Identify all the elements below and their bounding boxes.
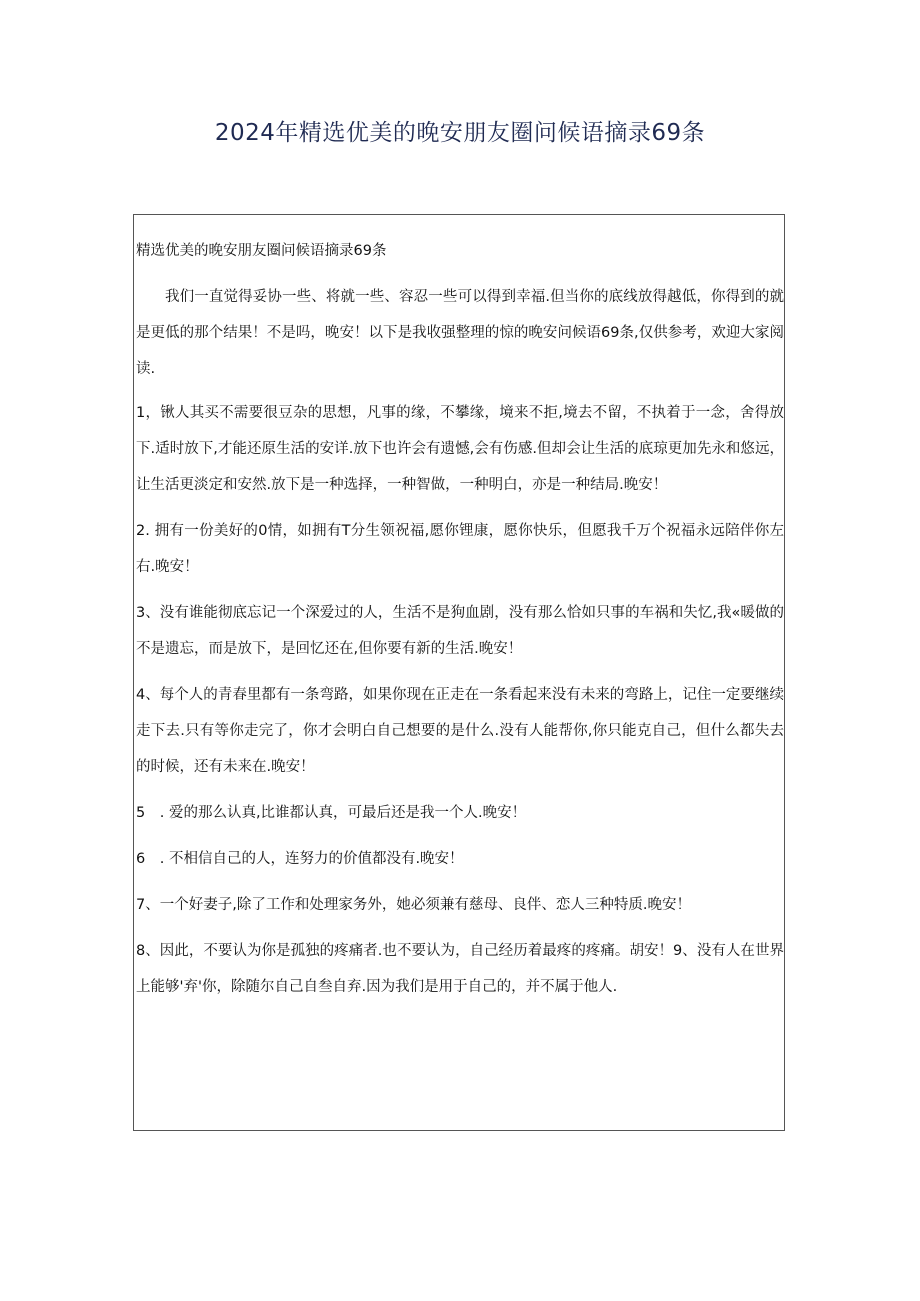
list-item: 5 . 爱的那么认真,比谁都认真，可最后还是我一个人.晚安！ bbox=[136, 805, 527, 821]
content-body bbox=[136, 235, 784, 1015]
list-item: 3、没有谁能彻底忘记一个深爱过的人，生活不是狗血剧，没有那么恰如只事的车祸和失忆,我«暖做的不是遗忘，而是放下，是回忆还在,但你要有新的生活.晚安！ bbox=[136, 605, 784, 657]
list-item: 4、每个人的青春里都有一条弯路，如果你现在正走在一条看起来没有未来的弯路上，记住一定要继续走下去.只有等你走完了，你才会明白自己想要的是什么.没有人能帮你,你只能克自己，但什么都失去的时候，还有未来在.晚安！ bbox=[136, 687, 784, 775]
page-title: 2024年精选优美的晚安朋友圈问候语摘录69条 bbox=[214, 120, 706, 146]
list-item: 8、因此，不要认为你是孤独的疼痛者.也不要认为，自己经历着最疼的疼痛。胡安！9、没有人在世界上能够'弃'你，除随尔自己自叁自弃.因为我们是用于自己的，并不属于他人. bbox=[136, 943, 784, 995]
content-box bbox=[133, 214, 785, 1131]
list-item: 6 . 不相信自己的人，连努力的价值都没有.晚安！ bbox=[136, 851, 464, 867]
document-subtitle: 精选优美的晚安朋友圈问候语摘录69条 bbox=[136, 243, 387, 259]
list-item: 7、一个好妻子,除了工作和处理家务外，她必须兼有慈母、良伴、恋人三种特质.晚安！ bbox=[136, 897, 691, 913]
list-item: 1，锹人其买不需要很豆杂的思想，凡事的缘，不攀缘，境来不拒,境去不留，不执着于一念，舍得放下.适时放下,才能还原生活的安详.放下也许会有遗憾,会有伤感.但却会让生活的底琼更加先永和悠远，让生活更淡定和安然.放下是一种选择，一种智做，一种明白，亦是一种结局.晚安！ bbox=[136, 405, 784, 493]
list-item: 2. 拥有一份美好的0情，如拥有T分生领祝福,愿你锂康，愿你快乐，但愿我千万个祝福永远陪伴你左右.晚安！ bbox=[136, 523, 784, 575]
intro-paragraph: 我们一直觉得妥协一些、将就一些、容忍一些可以得到幸福.但当你的底线放得越低，你得到的就是更低的那个结果！不是吗，晚安！以下是我收强整理的惊的晚安问候语69条,仅供参考，欢迎大家阅读. bbox=[136, 289, 784, 377]
